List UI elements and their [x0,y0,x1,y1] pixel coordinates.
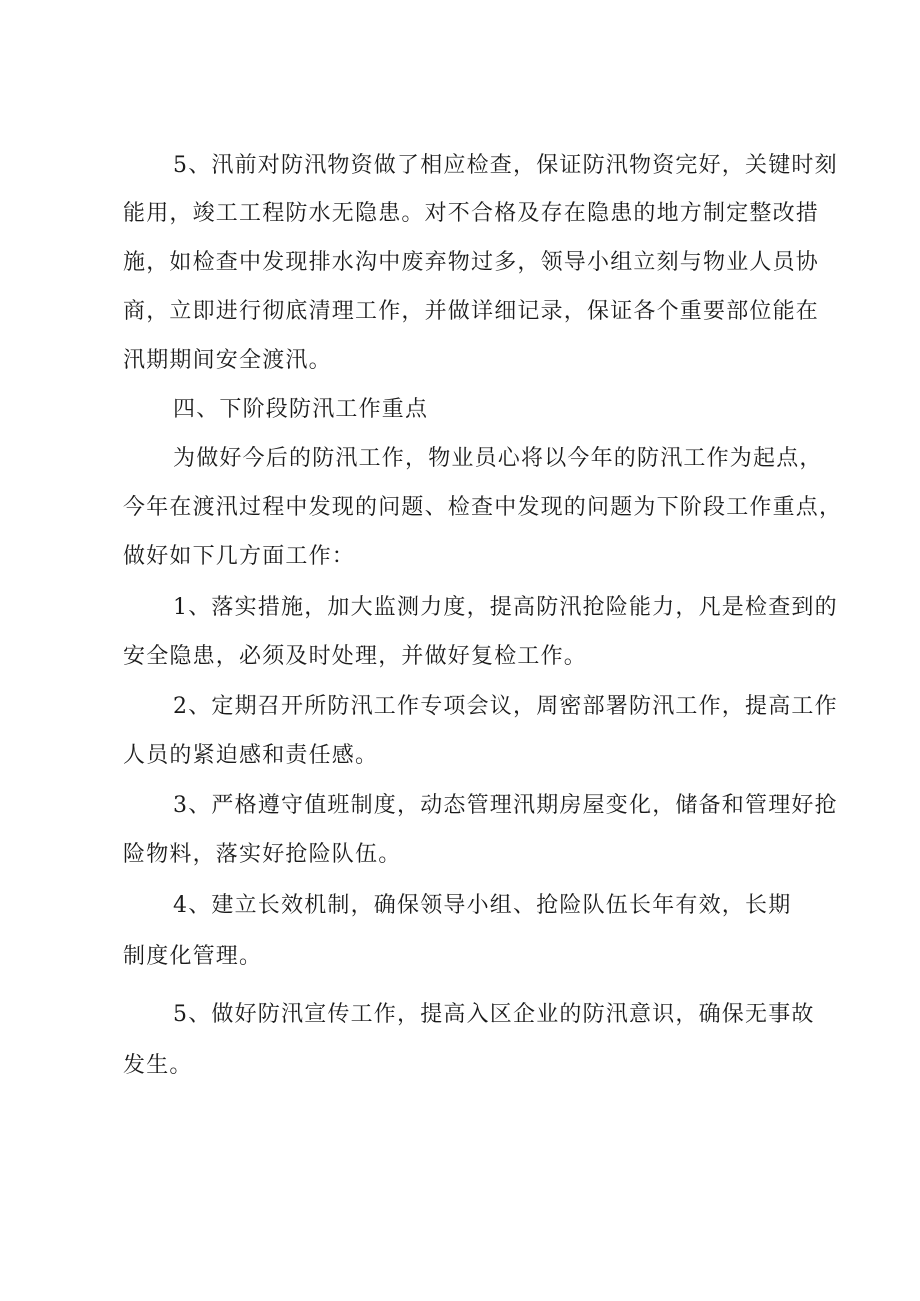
text-line: 能用，竣工工程防水无隐患。对不合格及存在隐患的地方制定整改措 [123,201,820,226]
text-line: 为做好今后的防汛工作，物业员心将以今年的防汛工作为起点， [173,446,823,471]
text-line: 安全隐患，必须及时处理，并做好复检工作。 [123,644,588,669]
section-heading: 四、下阶段防汛工作重点 [173,397,429,422]
text-line: 施，如检查中发现排水沟中废弃物过多，领导小组立刻与物业人员协 [123,250,820,275]
text-line: 4、建立长效机制，确保领导小组、抢险队伍长年有效，长期 [173,893,792,918]
text-line: 制度化管理。 [123,944,263,969]
text-line: 险物料，落实好抢险队伍。 [123,842,402,867]
text-line: 做好如下几方面工作： [123,544,356,569]
text-line: 今年在渡汛过程中发现的问题、检查中发现的问题为下阶段工作重点， [123,495,843,520]
text-line: 3、严格遵守值班制度，动态管理汛期房屋变化，储备和管理好抢 [173,793,838,818]
text-line: 商，立即进行彻底清理工作，并做详细记录，保证各个重要部位能在 [123,299,820,324]
text-line: 5、做好防汛宣传工作，提高入区企业的防汛意识，确保无事故 [173,1002,815,1027]
text-line: 5、汛前对防汛物资做了相应检查，保证防汛物资完好，关键时刻 [173,153,838,178]
text-line: 发生。 [123,1053,193,1078]
text-line: 汛期期间安全渡汛。 [123,348,332,373]
text-line: 1、落实措施，加大监测力度，提高防汛抢险能力，凡是检查到的 [173,595,838,620]
text-line: 2、定期召开所防汛工作专项会议，周密部署防汛工作，提高工作 [173,694,838,719]
text-line: 人员的紧迫感和责任感。 [123,743,379,768]
